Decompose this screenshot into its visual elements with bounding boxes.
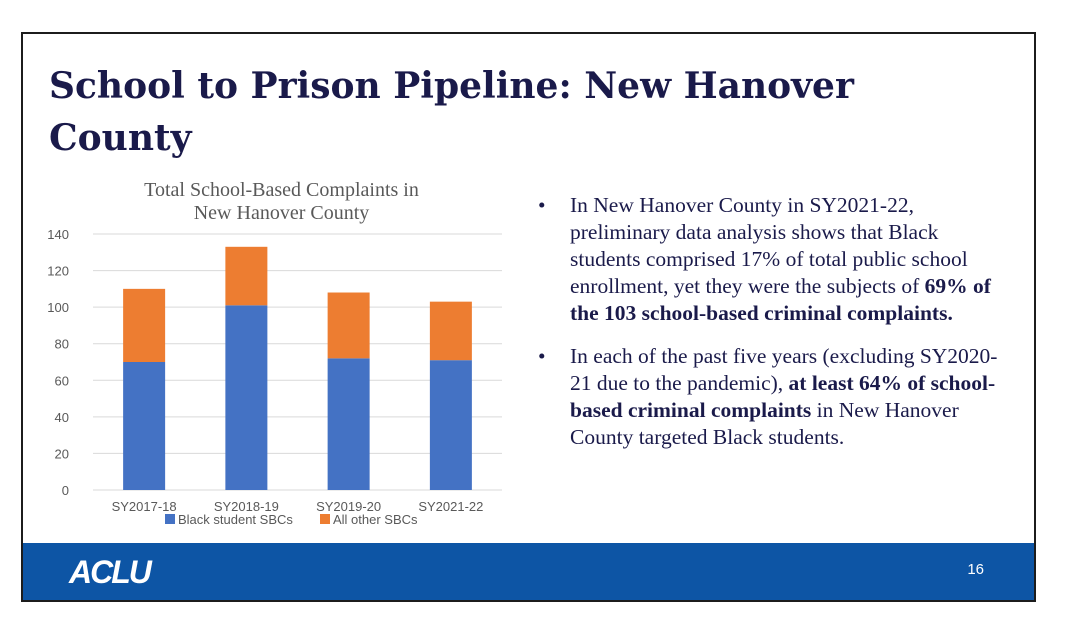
bar-black-student-sbcs: [123, 362, 165, 490]
bar-all-other-sbcs: [123, 289, 165, 362]
bullet-marker: •: [538, 344, 546, 368]
slide: [21, 32, 1036, 602]
chart-title: Total School-Based Complaints in: [144, 179, 419, 201]
x-tick-label: SY2018-19: [213, 499, 279, 514]
bullet-bold-text: at least 64% of school-based criminal complaints: [570, 371, 996, 422]
stacked-bar-chart: [37, 172, 512, 542]
y-tick-label: 120: [47, 263, 69, 279]
bullet-item-2: [538, 343, 1008, 451]
legend-swatch: [165, 514, 175, 524]
footer-bar: [23, 543, 1034, 600]
y-tick-label: 20: [54, 446, 69, 462]
y-tick-label: 140: [47, 227, 69, 242]
y-tick-label: 0: [61, 483, 69, 498]
bullet-text: In New Hanover County in SY2021-22, preliminary data analysis shows that Black students comprised 17% of total public school enrollment, yet they were the subjects of: [570, 193, 968, 298]
y-tick-label: 40: [54, 409, 69, 425]
y-tick-label: 60: [54, 373, 69, 389]
bar-all-other-sbcs: [430, 302, 472, 361]
bar-black-student-sbcs: [225, 305, 267, 490]
bullet-bold-text: 69% of the 103 school-based criminal complaints.: [570, 274, 991, 325]
legend-label: Black student SBCs: [178, 512, 293, 527]
bullet-list: [538, 192, 1008, 467]
bullet-text: In each of the past five years (excluding SY2020-21 due to the pandemic),: [570, 344, 998, 395]
legend-swatch: [320, 514, 330, 524]
bullet-text: in New Hanover County targeted Black students.: [570, 398, 959, 449]
y-tick-label: 100: [47, 300, 69, 316]
page-number: 16: [967, 561, 984, 578]
x-tick-label: SY2019-20: [316, 499, 382, 514]
bar-all-other-sbcs: [225, 247, 267, 306]
bar-black-student-sbcs: [430, 360, 472, 490]
x-tick-label: SY2021-22: [418, 499, 484, 514]
legend-label: All other SBCs: [333, 512, 418, 527]
aclu-logo: ACLU: [69, 554, 150, 590]
y-tick-label: 80: [54, 336, 69, 352]
bar-all-other-sbcs: [328, 293, 370, 359]
chart-svg: [37, 172, 512, 542]
chart-title: New Hanover County: [193, 202, 370, 224]
slide-title: School to Prison Pipeline: New Hanover County: [49, 65, 854, 159]
bullet-marker: •: [538, 193, 546, 217]
x-tick-label: SY2017-18: [111, 499, 177, 514]
bullet-item-1: [538, 192, 1008, 327]
bar-black-student-sbcs: [328, 358, 370, 490]
